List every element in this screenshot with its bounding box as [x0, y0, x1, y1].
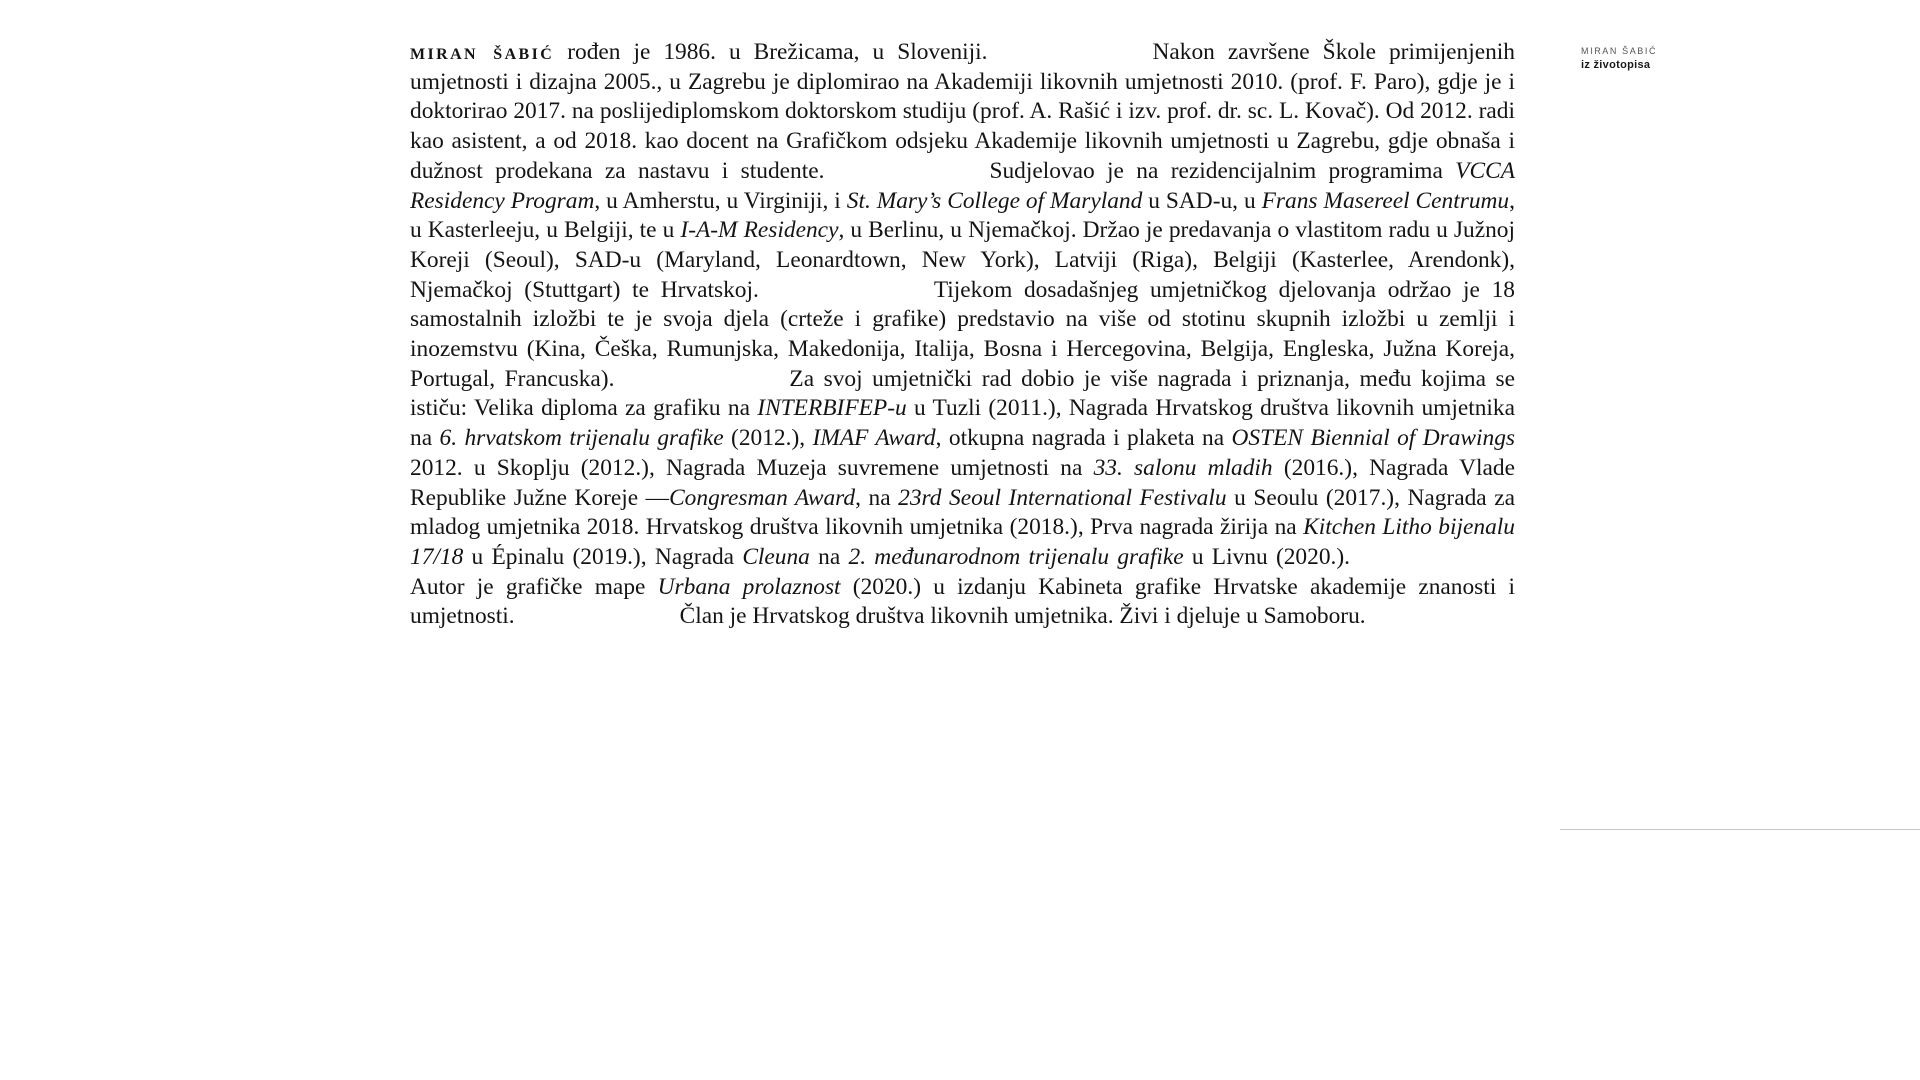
- bio-awards-text: u Tuzli (2011.), Nagrada Hrvatskog društva likovnih umjetnika na: [410, 395, 1516, 452]
- artist-name: miran šabić: [410, 39, 555, 64]
- bio-portfolio-text: Autor je grafičke mape: [410, 573, 646, 600]
- bio-sentence-membership: Član je Hrvatskog društva likovnih umjetnika. Živi i djeluje u Samoboru.: [679, 603, 1366, 630]
- running-header-author: MIRAN ŠABIĆ: [1581, 46, 1658, 56]
- bio-residencies-text: , u Berlinu, u Njemačkoj. Držao je predavanja o vlastitom radu u Južnoj Koreji (Seoul), SAD-u (Maryland, Leonardtown, New York), Latviji (Riga), Belgiji (Kasterlee, Arendonk), Njemačkoj (Stuttgart) te Hrvatskoj.: [410, 217, 1515, 303]
- bio-sentence-education: Nakon završene Škole primijenjenih umjetnosti i dizajna 2005., u Zagrebu je diplomirao na Akademiji likovnih umjetnosti 2010. (prof. F. Paro), gdje je i doktorirao 2017. na poslijediplomskom doktorskom studiju (prof. A. Rašić i izv. prof. dr. sc. L. Kovač). Od 2012. radi kao asistent, a od 2018. kao docent na Grafičkom odsjeku Akademije likovnih umjetnosti u Zagrebu, gdje obnaša i dužnost prodekana za nastavu i studente.: [410, 39, 1515, 184]
- award-title: INTERBIFEP-u: [757, 395, 907, 422]
- bio-awards-text: , na: [855, 484, 891, 511]
- residency-title: St. Mary’s College of Maryland: [846, 187, 1143, 214]
- bio-awards-text: 2012. u Skoplju (2012.), Nagrada Muzeja suvremene umjetnosti na: [410, 454, 1083, 481]
- running-header-section: iz životopisa: [1581, 59, 1651, 71]
- bio-awards-text: u Livnu (2020.).: [1191, 543, 1350, 570]
- biography-paragraph: [410, 37, 1515, 632]
- bio-awards-text: (2012.),: [731, 425, 806, 452]
- bio-sentence-exhibitions: Tijekom dosadašnjeg umjetničkog djelovanja održao je 18 samostalnih izložbi te je svoja djela (crteže i grafike) predstavio na više od stotinu skupnih izložbi u zemlji i inozemstvu (Kina, Češka, Rumunjska, Makedonija, Italija, Bosna i Hercegovina, Belgija, Engleska, Južna Koreja, Portugal, Francuska).: [410, 276, 1515, 392]
- award-title: OSTEN Biennial of Drawings: [1231, 425, 1516, 452]
- bio-awards-text: u Épinalu (2019.), Nagrada: [471, 543, 735, 570]
- residency-title: Frans Masereel Centrumu: [1261, 187, 1510, 214]
- bio-residencies-text: , u Amherstu, u Virginiji, i: [594, 187, 841, 214]
- portfolio-title: Urbana prolaznost: [657, 573, 841, 600]
- bio-portfolio-text: (2020.) u izdanju Kabineta grafike Hrvatske akademije znanosti i umjetnosti.: [410, 573, 1515, 630]
- residency-title: I-A-M Residency: [680, 217, 839, 244]
- award-title: IMAF Award: [812, 425, 936, 452]
- award-title: Cleuna: [742, 543, 810, 570]
- horizontal-divider: [1560, 829, 1920, 830]
- bio-awards-text: (2016.), Nagrada Vlade Republike Južne Koreje —: [410, 454, 1515, 511]
- bio-awards-text: , otkupna nagrada i plaketa na: [935, 425, 1225, 452]
- award-title: 23rd Seoul International Festivalu: [898, 484, 1227, 511]
- running-header: [1581, 45, 1657, 73]
- award-title: Kitchen Litho bijenalu 17/18: [410, 514, 1515, 570]
- bio-awards-text: u Seoulu (2017.), Nagrada za mladog umjetnika 2018. Hrvatskog društva likovnih umjetnika (2018.), Prva nagrada žirija na: [410, 484, 1515, 541]
- bio-awards-text: Za svoj umjetnički rad dobio je više nagrada i priznanja, među kojima se ističu: Velika diploma za grafiku na: [410, 365, 1515, 422]
- residency-title: VCCA Residency Program: [410, 157, 1515, 214]
- bio-residencies-text: Sudjelovao je na rezidencijalnim programima: [989, 157, 1443, 184]
- award-title: 2. međunarodnom trijenalu grafike: [848, 543, 1184, 570]
- award-title: 33. salonu mladih: [1093, 454, 1273, 481]
- bio-residencies-text: , u Kasterleeju, u Belgiji, te u: [410, 187, 1515, 244]
- bio-residencies-text: u SAD-u, u: [1148, 187, 1256, 214]
- bio-sentence-birth: rođen je 1986. u Brežicama, u Sloveniji.: [567, 39, 988, 65]
- award-title: 6. hrvatskom trijenalu grafike: [439, 425, 724, 452]
- bio-awards-text: na: [818, 543, 841, 570]
- award-title: Congresman Award: [669, 484, 856, 511]
